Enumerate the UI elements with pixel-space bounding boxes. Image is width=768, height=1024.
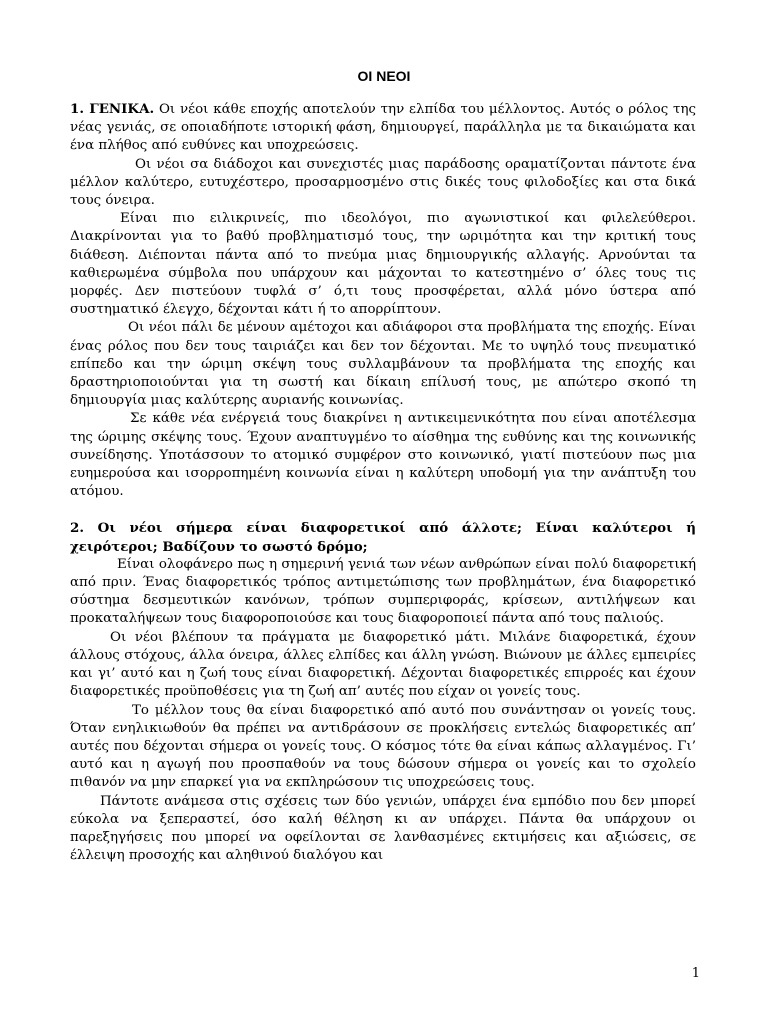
section-1-paragraph: Οι νέοι πάλι δε μένουν αμέτοχοι και αδιάφοροι στα προβλήματα της εποχής. Είναι ένας ρόλος που δεν τους ταιριάζει και δεν τον δέχονται. Με το υψηλό τους πνευματικό επίπεδο και την ώριμη σκέψη τους συλλαμβάνουν τα προβλήματα της εποχής και δραστηριοποιούνται για τη σωστή και δίκαιη επίλυσή τους, με απώτερο σκοπό τη δημιουργία μιας καλύτερης αυριανής κοινωνίας. [70, 320, 696, 409]
section-1-paragraph: Οι νέοι σα διάδοχοι και συνεχιστές μιας παράδοσης οραματίζονται πάντοτε ένα μέλλον καλύτερο, ευτυχέστερο, προσαρμοσμένο στις δικές τους φιλοδοξίες και στα δικά τους όνειρα. [70, 156, 696, 209]
section-2-heading: 2. Οι νέοι σήμερα είναι διαφορετικοί από άλλοτε; Είναι καλύτεροι ή χειρότεροι; Βαδίζουν το σωστό δρόμο; [70, 520, 696, 555]
section-2-paragraph: Οι νέοι βλέπουν τα πράγματα με διαφορετικό μάτι. Μιλάνε διαφορετικά, έχουν άλλους στόχους, άλλα όνειρα, άλλες ελπίδες και άλλη γνώση. Βιώνουν με άλλες εμπειρίες και γι’ αυτό και η ζωή τους είναι διαφορετική. Δέχονται διαφορετικές επιρροές και έχουν διαφορετικές προϋποθέσεις για τη ζωή απ’ αυτές που είχαν οι γονείς τους. [70, 629, 696, 700]
section-1-heading: 1. ΓΕΝΙΚΑ. [70, 101, 155, 117]
section-2-paragraph: Το μέλλον τους θα είναι διαφορετικό από αυτό που συνάντησαν οι γονείς τους. Όταν ενηλικιωθούν θα πρέπει να αντιδράσουν σε προκλήσεις εντελώς διαφορετικές απ’ αυτές που δέχονται σήμερα οι γονείς τους. Ο κόσμος τότε θα είναι κάπως αλλαγμένος. Γι’ αυτό και η αγωγή που προσπαθούν να τους δώσουν σήμερα οι γονείς και το σχολείο πιθανόν να μην επαρκεί για να εκπληρώσουν τις υποχρεώσεις τους. [70, 702, 696, 791]
page-number: 1 [691, 966, 700, 981]
page-title: ΟΙ ΝΕΟΙ [357, 68, 411, 84]
section-2-paragraph: Πάντοτε ανάμεσα στις σχέσεις των δύο γενιών, υπάρχει ένα εμπόδιο που δεν μπορεί εύκολα να ξεπεραστεί, όσο καλή θέληση κι αν υπάρχει. Πάντα θα υπάρχουν οι παρεξηγήσεις που μπορεί να οφείλονται σε λανθασμένες εκτιμήσεις και αξιώσεις, σε έλλειψη προσοχής και αληθινού διαλόγου και [70, 793, 696, 864]
section-2-paragraph: Είναι ολοφάνερο πως η σημερινή γενιά των νέων ανθρώπων είναι πολύ διαφορετική από πριν. Ένας διαφορετικός τρόπος αντιμετώπισης των προβλημάτων, ένα διαφορετικό σύστημα δεσμευτικών κανόνων, τρόπων συμπεριφοράς, κρίσεων, αντιλήψεων και προκαταλήψεων τους διαφοροποιούσε και τους διαφοροποιεί πάντα από τους παλιούς. [70, 556, 696, 627]
section-1-intro-text: Οι νέοι κάθε εποχής αποτελούν την ελπίδα του μέλλοντος. Αυτός ο ρόλος της νέας γενιάς, σε οποιαδήποτε ιστορική φάση, δημιουργεί, παράλληλα με τα δικαιώματα και ένα πλήθος από ευθύνες και υποχρεώσεις. [70, 102, 696, 154]
section-1-paragraph: Είναι πιο ειλικρινείς, πιο ιδεολόγοι, πιο αγωνιστικοί και φιλελεύθεροι. Διακρίνονται για το βαθύ προβληματισμό τους, την ωριμότητα και την κριτική τους διάθεση. Διέπονται πάντα από το πνεύμα μιας δημιουργικής αλλαγής. Αρνούνται τα καθιερωμένα σύμβολα που υπάρχουν και μάχονται το κατεστημένο σ’ όλες τους τις μορφές. Δεν πιστεύουν τυφλά σ’ ό,τι τους προσφέρεται, αλλά μόνο ύστερα από συστηματικό έλεγχο, δέχονται κάτι ή το απορρίπτουν. [70, 211, 696, 318]
section-1-intro-paragraph [70, 100, 696, 156]
document-body [70, 100, 696, 865]
section-1-paragraph: Σε κάθε νέα ενέργειά τους διακρίνει η αντικειμενικότητα που είναι αποτέλεσμα της ώριμης σκέψης τους. Έχουν αναπτυγμένο το αίσθημα της ευθύνης και της κοινωνικής συνείδησης. Υποτάσσουν το ατομικό συμφέρον στο κοινωνικό, γιατί πιστεύουν πως μια ευημερούσα και ισορροπημένη κοινωνία είναι η καλύτερη υποδομή για την ανάπτυξη του ατόμου. [70, 411, 696, 500]
